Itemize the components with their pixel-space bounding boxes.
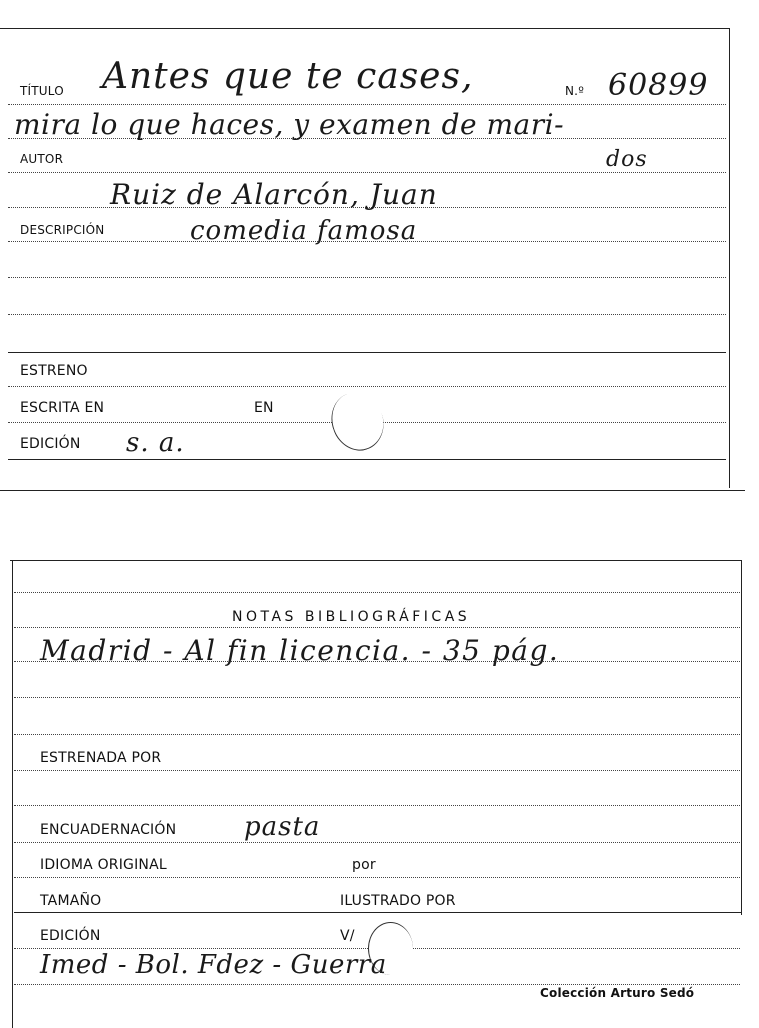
card1-top-border	[0, 28, 730, 29]
label-escrita-en: ESCRITA EN	[20, 400, 105, 416]
handwritten-binding: pasta	[244, 812, 321, 842]
label-titulo: TÍTULO	[20, 84, 64, 98]
rule	[14, 842, 740, 843]
collection-imprint: Colección Arturo Sedó	[540, 986, 695, 1000]
label-autor: AUTOR	[20, 152, 64, 166]
label-estrenada-por: ESTRENADA POR	[40, 750, 162, 766]
card2-right-border	[741, 560, 742, 915]
handwritten-title-line2: mira lo que haces, y examen de mari-	[14, 108, 565, 141]
rule	[8, 459, 726, 460]
rule	[8, 386, 726, 387]
label-idioma-original: IDIOMA ORIGINAL	[40, 857, 167, 873]
rule	[14, 734, 740, 735]
rule	[8, 314, 726, 315]
card2-left-border	[12, 560, 13, 1028]
handwritten-notes: Madrid - Al fin licencia. - 35 pág.	[40, 634, 560, 667]
label-estreno: ESTRENO	[20, 363, 88, 379]
handwritten-catalog-number: 60899	[608, 68, 709, 103]
card1-bottom-border	[0, 490, 745, 491]
label-v: V/	[340, 928, 355, 944]
rule	[8, 104, 726, 105]
rule	[14, 627, 740, 628]
rule	[14, 770, 740, 771]
label-edicion: EDICIÓN	[20, 436, 81, 452]
card2-top-border	[10, 560, 742, 561]
rule	[8, 172, 726, 173]
notes-heading: NOTAS BIBLIOGRÁFICAS	[232, 609, 471, 625]
handwritten-description: comedia famosa	[190, 216, 418, 246]
handwritten-edition: s. a.	[126, 428, 185, 458]
handwritten-title-line1: Antes que te cases,	[102, 56, 474, 97]
rule	[14, 912, 742, 913]
label-encuadernacion: ENCUADERNACIÓN	[40, 822, 177, 838]
label-numero: N.º	[565, 84, 585, 98]
handwritten-title-line3: dos	[606, 147, 648, 172]
rule	[14, 877, 740, 878]
label-descripcion: DESCRIPCIÓN	[20, 223, 105, 237]
label-por: por	[352, 857, 376, 873]
rule	[14, 592, 740, 593]
handwritten-author: Ruiz de Alarcón, Juan	[110, 178, 438, 211]
label-edicion: EDICIÓN	[40, 928, 101, 944]
label-en: EN	[254, 400, 274, 416]
label-tamano: TAMAÑO	[40, 893, 102, 909]
rule	[14, 805, 740, 806]
handwritten-edition-note: Imed - Bol. Fdez - Guerra	[40, 950, 387, 980]
section-divider	[8, 352, 726, 353]
label-ilustrado-por: ILUSTRADO POR	[340, 893, 456, 909]
rule	[14, 697, 740, 698]
rule	[14, 984, 740, 985]
rule	[8, 277, 726, 278]
punch-hole	[323, 385, 391, 458]
card1-right-border	[729, 28, 730, 488]
